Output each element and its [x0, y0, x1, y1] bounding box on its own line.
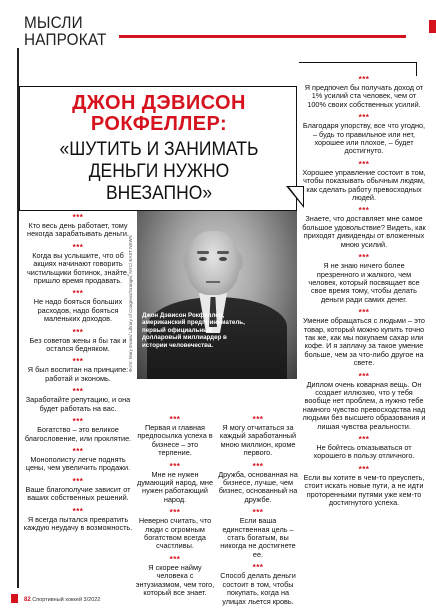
quote-text: Первая и главная предпосылка успеха в бизнесе – это терпение.: [137, 423, 213, 458]
quote-text: Я скорее найму человека с энтузиазмом, чем того, который все знает.: [135, 562, 215, 598]
quote-text: Я был воспитан на принципе: работай и экономь.: [27, 365, 129, 383]
quote-separator-stars: ***: [72, 242, 84, 252]
quote-separator-stars: ***: [252, 415, 264, 424]
quote-text: Неверно считать, что люди с огромным богатством всегда счастливы.: [138, 516, 212, 551]
photo-eye-right: [219, 257, 227, 261]
photo-caption: Джон Дэвисон Рокфеллер, американский предприниматель, первый официальный долларовый миллиардер в истории человечества.: [142, 312, 245, 349]
quote-separator-stars: ***: [72, 506, 84, 516]
quote-separator-stars: ***: [252, 563, 264, 573]
quote-separator-stars: ***: [72, 327, 84, 337]
left-quotes-column: [22, 214, 134, 537]
header-rule: [119, 35, 406, 38]
title-box: [19, 86, 297, 211]
quote-separator-stars: ***: [72, 417, 84, 427]
quote-bubble-top: [299, 62, 417, 76]
quote-separator-stars: ***: [72, 289, 84, 299]
quote-separator-stars: ***: [169, 554, 181, 564]
quote-separator-stars: ***: [358, 435, 370, 444]
headline: ДЖОН ДЭВИСОН РОКФЕЛЛЕР:: [72, 92, 246, 135]
quote-text: Диплом очень коварная вещь. Он создает иллюзию, что у тебя вообще нет проблем, а нужно тебе намного чувство превосходства над людьми без высшего образования и лишая чувства реальности.: [302, 379, 426, 431]
photo-eyebrow-left: [197, 251, 209, 254]
quote-text: Я всегда пытался превратить каждую неудачу в возможность.: [23, 514, 133, 532]
photo-eyebrow-right: [217, 251, 229, 254]
quote-separator-stars: ***: [358, 113, 370, 123]
quote-text: Кто весь день работает, тому некогда зарабатывать деньги.: [27, 221, 129, 239]
quote-separator-stars: ***: [72, 387, 84, 397]
bottom-quotes-column-1: [135, 416, 215, 603]
quote-text: Знаете, что доставляет мне самое большое удовольствие? Видеть, как приходят дивиденды от вложенных мною усилий.: [302, 214, 426, 249]
quote-separator-stars: ***: [358, 371, 370, 381]
quote-text: Благодаря упорству, все что угодно, – будь то правильное или нет, хорошее или плохое, – будет достигнуто.: [302, 121, 426, 156]
quote-text: Мне не нужен думающий народ, мне нужен работающий народ.: [136, 469, 213, 504]
section-title-line2: НАПРОКАТ: [24, 30, 107, 49]
bottom-quotes-column-2: [217, 416, 299, 611]
quote-text: Способ делать деньги состоит в том, чтобы покупать, когда на улицах льется кровь.: [220, 571, 296, 606]
quote-text: Ваше благополучие зависит от ваших собственных решений.: [25, 484, 131, 503]
photo-eye-left: [199, 257, 207, 261]
red-strip-decoration: [429, 20, 436, 33]
quote-separator-stars: ***: [358, 308, 370, 318]
quote-text: Я не знаю ничего более презренного и жалкого, чем человек, который посвящает все свое время тому, чтобы делать деньги ради самих денег.: [308, 261, 420, 304]
quote-separator-stars: ***: [358, 206, 370, 216]
quote-text: Без советов жены я бы так и остался бедняком.: [29, 335, 127, 354]
quote-separator-stars: ***: [252, 461, 264, 471]
quote-separator-stars: ***: [72, 476, 84, 486]
footer-text: Спортивный хоккей 3/2022: [32, 597, 101, 603]
footer: [24, 597, 100, 603]
quote-text: Богатство – это великое благословение, или проклятие.: [24, 425, 132, 443]
quote-separator-stars: ***: [72, 213, 84, 222]
quote-text: Если вы хотите в чем-то преуспеть, стоит искать новые пути, а не идти проторенными путями уже кем-то достигнутого успеха.: [303, 472, 425, 508]
photo-head: [187, 231, 239, 295]
quote-separator-stars: ***: [358, 464, 370, 474]
quote-text: Дружба, основанная на бизнесе, лучше, чем бизнес, основанный на дружбе.: [218, 469, 298, 504]
portrait-photo: [137, 211, 297, 379]
quote-separator-stars: ***: [358, 159, 370, 169]
quote-separator-stars: ***: [169, 508, 181, 518]
quote-text: Я предпочел бы получать доход от 1% усилий ста человек, чем от 100% своих собственных усилий.: [304, 83, 424, 109]
quote-text: Не надо бояться больших расходов, надо бояться маленьких доходов.: [33, 297, 123, 324]
photo-mouth: [206, 281, 220, 283]
quote-separator-stars: ***: [72, 357, 84, 367]
subhead: «ШУТИТЬ И ЗАНИМАТЬ ДЕНЬГИ НУЖНО ВНЕЗАПНО»: [59, 139, 259, 204]
page-number: 82: [24, 597, 31, 603]
footer-mark: [11, 594, 18, 603]
section-title-line1: МЫСЛИ: [24, 13, 83, 32]
quote-separator-stars: ***: [252, 508, 264, 518]
section-title: [24, 14, 116, 48]
quote-text: Умение обращаться с людьми – это товар, который можно купить точно так же, как мы покупаем сахар или кофе. И я заплачу за такое умение больше, чем за что-либо другое на свете.: [303, 316, 425, 368]
quote-separator-stars: ***: [169, 461, 181, 471]
right-quotes-column: [302, 76, 426, 512]
quote-text: Не бойтесь отказываться от хорошего в пользу отличного.: [313, 443, 415, 461]
quote-separator-stars: ***: [358, 253, 370, 263]
quote-text: Хорошее управление состоит в том, чтобы показывать обычным людям, как сделать работу превосходных людей.: [302, 167, 426, 203]
quote-text: Я могу отчитаться за каждый заработанный мною миллион, кроме первого.: [219, 423, 297, 458]
quote-text: Заработайте репутацию, и она будет работать на вас.: [25, 395, 131, 413]
quote-text: Монополисту легче поднять цены, чем увеличить продажи.: [25, 454, 131, 473]
quote-separator-stars: ***: [72, 446, 84, 456]
quote-text: Когда вы услышите, что об акциях начинают говорить чистильщики ботинок, знайте, пришло время продавать.: [26, 250, 130, 286]
quote-text: Если ваша единственная цель – стать богатым, вы никогда не достигнете ее.: [220, 516, 296, 559]
quote-separator-stars: ***: [169, 415, 181, 424]
quote-separator-stars: ***: [358, 75, 370, 84]
photo-credit: Фото: Mary Evans/ Library of Congress/Granger, NYC/ EAST NEWS: [128, 235, 133, 372]
